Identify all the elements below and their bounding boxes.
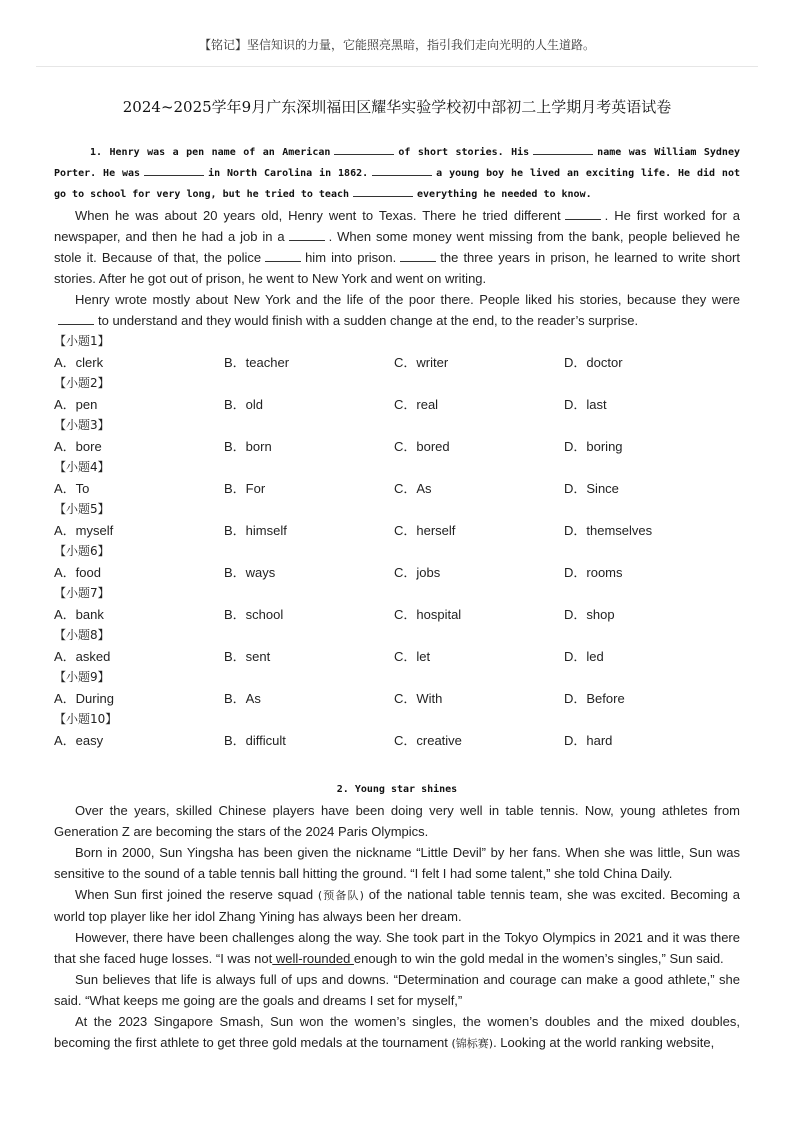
option-b[interactable]: B．old bbox=[224, 397, 264, 412]
option-b[interactable]: B．For bbox=[224, 481, 266, 496]
option-d[interactable]: D．Before bbox=[564, 691, 625, 706]
option-d[interactable]: D．shop bbox=[564, 607, 615, 622]
subquestion-label: 【小题10】 bbox=[54, 712, 118, 726]
option-a[interactable]: A．easy bbox=[54, 733, 104, 748]
option-b[interactable]: B．difficult bbox=[224, 733, 286, 748]
option-a[interactable]: A．bank bbox=[54, 607, 104, 622]
subquestion-label: 【小题2】 bbox=[54, 376, 110, 390]
blank-8 bbox=[265, 250, 301, 262]
option-c[interactable]: C．As bbox=[394, 481, 432, 496]
q1-intro-text-6: a young boy he lived an exciting life. He did bbox=[436, 168, 716, 179]
subquestion-label: 【小题3】 bbox=[54, 418, 110, 432]
q2-p3-b: of the national table tennis team, she was excited. Becoming a world top player like her idol Zhang Yining has always been her dream. bbox=[54, 887, 740, 924]
option-b[interactable]: B．As bbox=[224, 691, 261, 706]
blank-4 bbox=[372, 164, 432, 176]
option-a[interactable]: A．clerk bbox=[54, 355, 104, 370]
q2-p3-a: When Sun first joined the reserve squad bbox=[75, 887, 318, 902]
q1-intro-text-4: Porter. He was bbox=[54, 168, 141, 179]
option-d[interactable]: D．themselves bbox=[564, 523, 653, 538]
option-d[interactable]: D．hard bbox=[564, 733, 613, 748]
blank-3 bbox=[144, 164, 204, 176]
subquestion-4 bbox=[54, 457, 740, 499]
option-c[interactable]: C．hospital bbox=[394, 607, 462, 622]
q1-p2-a: When he was about 20 years old, Henry went to Texas. There he tried different bbox=[75, 208, 561, 223]
blank-5 bbox=[353, 185, 413, 197]
header-divider bbox=[36, 66, 758, 67]
q2-p6-annotation: (锦标赛) bbox=[451, 1037, 494, 1050]
option-a[interactable]: A．bore bbox=[54, 439, 102, 454]
option-a[interactable]: A．asked bbox=[54, 649, 111, 664]
option-c[interactable]: C．writer bbox=[394, 355, 449, 370]
q1-intro bbox=[54, 142, 740, 205]
q2-paragraph-4 bbox=[54, 927, 740, 969]
option-c[interactable]: C．herself bbox=[394, 523, 456, 538]
option-d[interactable]: D．doctor bbox=[564, 355, 623, 370]
option-a[interactable]: A．To bbox=[54, 481, 90, 496]
option-b[interactable]: B．school bbox=[224, 607, 284, 622]
subquestion-10 bbox=[54, 709, 740, 751]
q1-subquestions bbox=[54, 331, 740, 751]
subquestion-1 bbox=[54, 331, 740, 373]
option-c[interactable]: C．bored bbox=[394, 439, 450, 454]
option-c[interactable]: C．real bbox=[394, 397, 439, 412]
option-b[interactable]: B．sent bbox=[224, 649, 271, 664]
subquestion-label: 【小题9】 bbox=[54, 670, 110, 684]
option-b[interactable]: B．born bbox=[224, 439, 272, 454]
blank-1 bbox=[334, 143, 394, 155]
q2-p6-a: At the 2023 Singapore Smash, Sun won the women’s singles, the women’s doubles and the mixed doubles, becoming the first athlete to get three gold medals at the tournament bbox=[54, 1014, 740, 1050]
option-d[interactable]: D．boring bbox=[564, 439, 623, 454]
q1-p2-c: . When some money went missing from the bank, people believed he stole it. Because of that, the police bbox=[54, 229, 740, 265]
q2-p4-a: However, there have been challenges along the way. She took part in the Tokyo Olympics in 2021 and it was there that she faced huge losses. “I was not bbox=[54, 930, 740, 966]
q2-title: 2. Young star shines bbox=[336, 784, 458, 795]
subquestion-label: 【小题5】 bbox=[54, 502, 110, 516]
q1-p2-b: . He first worked for a newspaper, and then he had a job in a bbox=[54, 208, 740, 244]
option-d[interactable]: D．led bbox=[564, 649, 604, 664]
subquestion-label: 【小题8】 bbox=[54, 628, 110, 642]
subquestion-6 bbox=[54, 541, 740, 583]
subquestion-label: 【小题6】 bbox=[54, 544, 110, 558]
header-motto: 【铭记】坚信知识的力量，它能照亮黑暗，指引我们走向光明的人生道路。 bbox=[198, 38, 595, 52]
q1-intro-text-2: of short stories. His bbox=[398, 147, 530, 158]
q2-paragraph-5: Sun believes that life is always full of ups and downs. “Determination and courage can make a good athlete,” she said. “What keeps me going are the goals and dreams I set for myself,” bbox=[54, 972, 740, 1008]
q1-intro-text-5: in North Carolina in 1862. bbox=[208, 168, 369, 179]
option-d[interactable]: D．last bbox=[564, 397, 607, 412]
q1-intro-text-1: 1. Henry was a pen name of an American bbox=[90, 147, 331, 158]
option-c[interactable]: C．With bbox=[394, 691, 443, 706]
underlined-phrase: well-rounded bbox=[272, 951, 354, 966]
blank-9 bbox=[400, 250, 436, 262]
exam-content bbox=[54, 142, 740, 1054]
blank-7 bbox=[289, 229, 325, 241]
blank-10 bbox=[58, 313, 94, 325]
subquestion-3 bbox=[54, 415, 740, 457]
q2-paragraph-3 bbox=[54, 884, 740, 927]
q2-p6-b: . Looking at the world ranking website, bbox=[493, 1035, 715, 1050]
option-d[interactable]: D．Since bbox=[564, 481, 619, 496]
subquestion-label: 【小题4】 bbox=[54, 460, 110, 474]
option-b[interactable]: B．teacher bbox=[224, 355, 290, 370]
subquestion-7 bbox=[54, 583, 740, 625]
option-c[interactable]: C．let bbox=[394, 649, 431, 664]
q1-intro-text-8: everything he needed to know. bbox=[417, 189, 592, 200]
option-b[interactable]: B．himself bbox=[224, 523, 287, 538]
subquestion-5 bbox=[54, 499, 740, 541]
exam-title: 2024~2025学年9月广东深圳福田区耀华实验学校初中部初二上学期月考英语试卷 bbox=[122, 98, 672, 116]
q2-paragraph-6 bbox=[54, 1011, 740, 1054]
option-a[interactable]: A．myself bbox=[54, 523, 114, 538]
q1-paragraph-2 bbox=[54, 205, 740, 289]
q2-paragraph-1: Over the years, skilled Chinese players have been doing very well in table tennis. Now, young athletes from Generation Z are becoming the stars of the 2024 Paris Olympics. bbox=[54, 803, 740, 839]
q2-paragraph-2: Born in 2000, Sun Yingsha has been given the nickname “Little Devil” by her fans. When she was little, Sun was sensitive to the sound of a table tennis ball hitting the ground. “I felt I had some talent,” she told China Daily. bbox=[54, 845, 740, 881]
subquestion-8 bbox=[54, 625, 740, 667]
option-b[interactable]: B．ways bbox=[224, 565, 276, 580]
q2-p3-annotation: (预备队) bbox=[317, 889, 364, 902]
q1-paragraph-3 bbox=[54, 289, 740, 331]
q1-intro-text-7: not go to school for very long, but he tried to teach bbox=[54, 168, 740, 200]
option-a[interactable]: A．During bbox=[54, 691, 114, 706]
option-a[interactable]: A．food bbox=[54, 565, 101, 580]
option-c[interactable]: C．creative bbox=[394, 733, 462, 748]
q1-intro-text-3: name was William Sydney bbox=[597, 147, 740, 158]
q1-p3-a: Henry wrote mostly about New York and the life of the poor there. People liked his stories, because they were bbox=[75, 292, 740, 307]
q1-p3-b: to understand and they would finish with a sudden change at the end, to the reader’s surprise. bbox=[98, 313, 639, 328]
subquestion-9 bbox=[54, 667, 740, 709]
subquestion-label: 【小题1】 bbox=[54, 334, 110, 348]
subquestion-2 bbox=[54, 373, 740, 415]
option-d[interactable]: D．rooms bbox=[564, 565, 623, 580]
q1-p2-e: the three years in prison, he learned to write short stories. After he got out of prison, he went to New York and went on writing. bbox=[54, 250, 740, 286]
blank-2 bbox=[533, 143, 593, 155]
blank-6 bbox=[565, 208, 601, 220]
option-c[interactable]: C．jobs bbox=[394, 565, 441, 580]
q1-p2-d: him into prison. bbox=[305, 250, 397, 265]
q2-p4-b: enough to win the gold medal in the women’s singles,” Sun said. bbox=[353, 951, 724, 966]
subquestion-label: 【小题7】 bbox=[54, 586, 110, 600]
option-a[interactable]: A．pen bbox=[54, 397, 98, 412]
